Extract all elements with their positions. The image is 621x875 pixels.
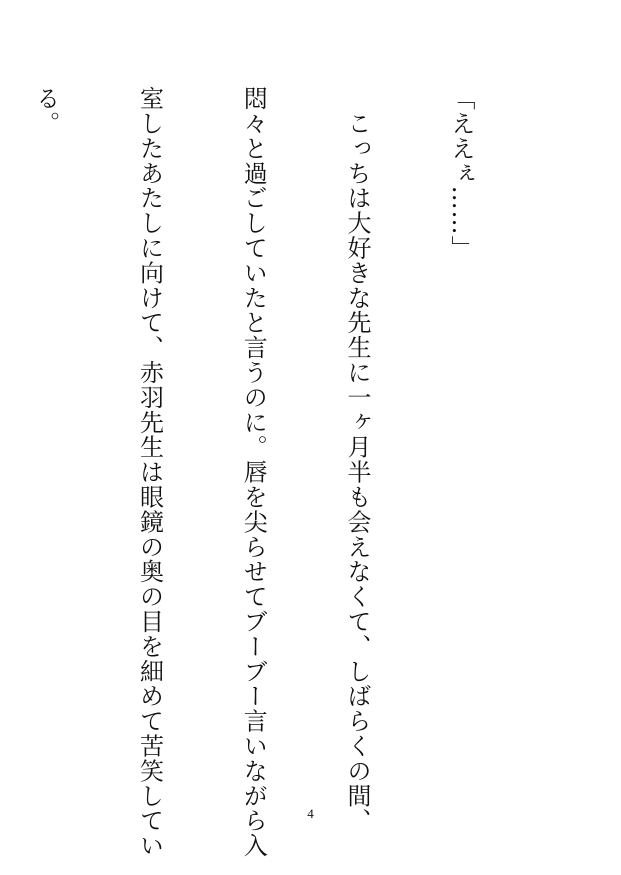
text-line: 室したあたしに向けて、赤羽先生は眼鏡の奥の目を細めて苦笑してい (135, 86, 164, 858)
body-text (0, 86, 547, 858)
text-line: こっちは大好きな先生に一ヶ月半も会えなくて、しばらくの間、 (343, 86, 372, 833)
text-line: る。 (31, 86, 60, 136)
page-number: 4 (307, 806, 314, 821)
text-line: 「ええぇ……」 (446, 86, 475, 261)
text-line: 悶々と過ごしていたと言うのに。唇を尖らせてブーブー言いながら入 (239, 86, 268, 858)
